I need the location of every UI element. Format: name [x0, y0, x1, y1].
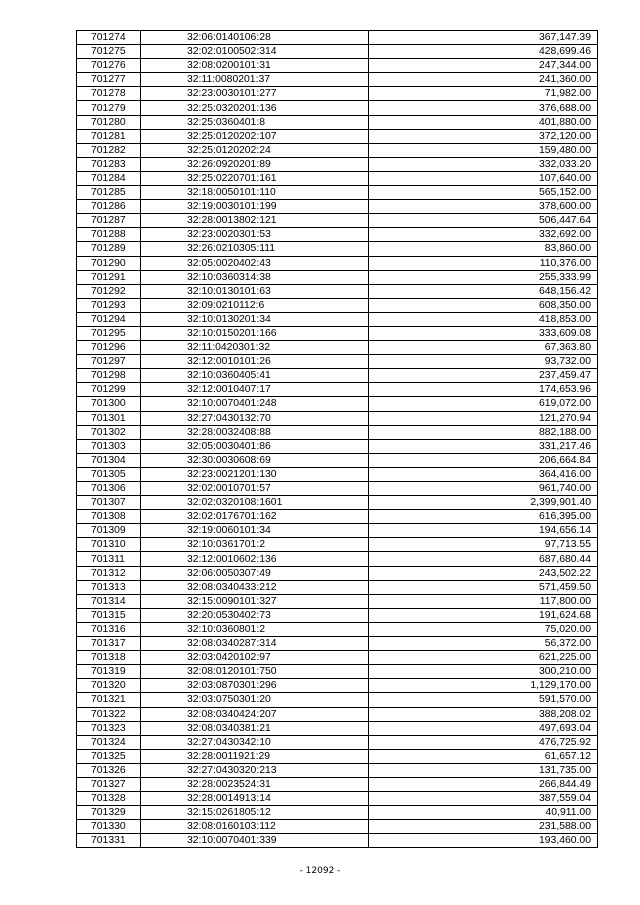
cadastral-number-cell: 32:28:0013802:121: [141, 214, 369, 228]
page-number: - 12092 -: [299, 866, 341, 876]
row-id-cell: 701283: [77, 157, 141, 171]
table-row: [77, 157, 598, 171]
table-row: [77, 538, 598, 552]
row-id-cell: 701324: [77, 735, 141, 749]
table-row: [77, 312, 598, 326]
cadastral-number-cell: 32:08:0340433:212: [141, 580, 369, 594]
cadastral-number-cell: 32:10:0360314:38: [141, 270, 369, 284]
value-cell: 247,344.00: [369, 59, 598, 73]
cadastral-number-cell: 32:10:0360801:2: [141, 622, 369, 636]
cadastral-number-cell: 32:10:0150201:166: [141, 326, 369, 340]
row-id-cell: 701305: [77, 467, 141, 481]
value-cell: 206,664.84: [369, 453, 598, 467]
table-row: [77, 608, 598, 622]
table-row: [77, 566, 598, 580]
cadastral-number-cell: 32:10:0130201:34: [141, 312, 369, 326]
table-row: [77, 341, 598, 355]
value-cell: 40,911.00: [369, 806, 598, 820]
cadastral-number-cell: 32:02:0010701:57: [141, 482, 369, 496]
cadastral-number-cell: 32:15:0090101:327: [141, 594, 369, 608]
row-id-cell: 701277: [77, 73, 141, 87]
table-row: [77, 355, 598, 369]
cadastral-number-cell: 32:02:0176701:162: [141, 510, 369, 524]
table-row: [77, 820, 598, 834]
value-cell: 687,680.44: [369, 552, 598, 566]
value-cell: 608,350.00: [369, 298, 598, 312]
cadastral-number-cell: 32:15:0261805:12: [141, 806, 369, 820]
value-cell: 255,333.99: [369, 270, 598, 284]
value-cell: 332,033.20: [369, 157, 598, 171]
row-id-cell: 701309: [77, 524, 141, 538]
cadastral-number-cell: 32:10:0360405:41: [141, 369, 369, 383]
table-row: [77, 383, 598, 397]
table-row: [77, 73, 598, 87]
value-cell: 961,740.00: [369, 482, 598, 496]
value-cell: 194,656.14: [369, 524, 598, 538]
cadastral-number-cell: 32:03:0420102:97: [141, 651, 369, 665]
cadastral-number-cell: 32:09:0210112:6: [141, 298, 369, 312]
row-id-cell: 701279: [77, 101, 141, 115]
table-row: [77, 637, 598, 651]
value-cell: 131,735.00: [369, 763, 598, 777]
cadastral-number-cell: 32:28:0011921:29: [141, 749, 369, 763]
cadastral-number-cell: 32:02:0100502:314: [141, 45, 369, 59]
row-id-cell: 701275: [77, 45, 141, 59]
row-id-cell: 701274: [77, 31, 141, 45]
value-cell: 174,653.96: [369, 383, 598, 397]
row-id-cell: 701311: [77, 552, 141, 566]
cadastral-number-cell: 32:23:0021201:130: [141, 467, 369, 481]
cadastral-number-cell: 32:23:0020301:53: [141, 228, 369, 242]
table-body: [77, 31, 598, 848]
row-id-cell: 701288: [77, 228, 141, 242]
value-cell: 476,725.92: [369, 735, 598, 749]
row-id-cell: 701291: [77, 270, 141, 284]
row-id-cell: 701286: [77, 200, 141, 214]
cadastral-number-cell: 32:20:0530402:73: [141, 608, 369, 622]
value-cell: 376,688.00: [369, 101, 598, 115]
value-cell: 332,692.00: [369, 228, 598, 242]
table-row: [77, 171, 598, 185]
value-cell: 121,270.94: [369, 411, 598, 425]
table-row: [77, 186, 598, 200]
value-cell: 93,732.00: [369, 355, 598, 369]
row-id-cell: 701310: [77, 538, 141, 552]
cadastral-number-cell: 32:28:0014913:14: [141, 792, 369, 806]
row-id-cell: 701315: [77, 608, 141, 622]
row-id-cell: 701289: [77, 242, 141, 256]
row-id-cell: 701280: [77, 115, 141, 129]
row-id-cell: 701330: [77, 820, 141, 834]
value-cell: 619,072.00: [369, 397, 598, 411]
table-row: [77, 763, 598, 777]
row-id-cell: 701294: [77, 312, 141, 326]
cadastral-number-cell: 32:27:0430342:10: [141, 735, 369, 749]
table-row: [77, 651, 598, 665]
cadastral-number-cell: 32:11:0080201:37: [141, 73, 369, 87]
value-cell: 193,460.00: [369, 834, 598, 848]
table-row: [77, 284, 598, 298]
value-cell: 300,210.00: [369, 665, 598, 679]
table-row: [77, 777, 598, 791]
cadastral-number-cell: 32:08:0340424:207: [141, 707, 369, 721]
cadastral-number-cell: 32:25:0120202:107: [141, 129, 369, 143]
row-id-cell: 701281: [77, 129, 141, 143]
value-cell: 266,844.49: [369, 777, 598, 791]
table-row: [77, 552, 598, 566]
table-row: [77, 101, 598, 115]
table-row: [77, 298, 598, 312]
table-row: [77, 200, 598, 214]
table-row: [77, 214, 598, 228]
cadastral-number-cell: 32:12:0010101:26: [141, 355, 369, 369]
row-id-cell: 701317: [77, 637, 141, 651]
table-row: [77, 87, 598, 101]
value-cell: 191,624.68: [369, 608, 598, 622]
table-row: [77, 524, 598, 538]
table-row: [77, 594, 598, 608]
table-row: [77, 369, 598, 383]
value-cell: 56,372.00: [369, 637, 598, 651]
value-cell: 241,360.00: [369, 73, 598, 87]
row-id-cell: 701302: [77, 425, 141, 439]
table-row: [77, 59, 598, 73]
value-cell: 67,363.80: [369, 341, 598, 355]
value-cell: 71,982.00: [369, 87, 598, 101]
row-id-cell: 701323: [77, 721, 141, 735]
cadastral-number-cell: 32:08:0340381:21: [141, 721, 369, 735]
value-cell: 591,570.00: [369, 693, 598, 707]
cadastral-number-cell: 32:27:0430320:213: [141, 763, 369, 777]
cadastral-number-cell: 32:06:0140106:28: [141, 31, 369, 45]
cadastral-number-cell: 32:28:0023524:31: [141, 777, 369, 791]
cadastral-number-cell: 32:28:0032408:88: [141, 425, 369, 439]
row-id-cell: 701293: [77, 298, 141, 312]
table-row: [77, 510, 598, 524]
cadastral-number-cell: 32:08:0120101:750: [141, 665, 369, 679]
row-id-cell: 701287: [77, 214, 141, 228]
table-row: [77, 834, 598, 848]
table-row: [77, 129, 598, 143]
row-id-cell: 701282: [77, 143, 141, 157]
cadastral-number-cell: 32:25:0120202:24: [141, 143, 369, 157]
table-row: [77, 622, 598, 636]
table-row: [77, 439, 598, 453]
row-id-cell: 701304: [77, 453, 141, 467]
value-cell: 75,020.00: [369, 622, 598, 636]
cadastral-number-cell: 32:08:0160103:112: [141, 820, 369, 834]
table-row: [77, 467, 598, 481]
row-id-cell: 701326: [77, 763, 141, 777]
row-id-cell: 701314: [77, 594, 141, 608]
value-cell: 882,188.00: [369, 425, 598, 439]
row-id-cell: 701284: [77, 171, 141, 185]
value-cell: 2,399,901.40: [369, 496, 598, 510]
value-cell: 565,152.00: [369, 186, 598, 200]
row-id-cell: 701320: [77, 679, 141, 693]
row-id-cell: 701292: [77, 284, 141, 298]
row-id-cell: 701318: [77, 651, 141, 665]
table-row: [77, 31, 598, 45]
table-row: [77, 411, 598, 425]
table-row: [77, 806, 598, 820]
row-id-cell: 701290: [77, 256, 141, 270]
value-cell: 388,208.02: [369, 707, 598, 721]
table-row: [77, 453, 598, 467]
table-row: [77, 679, 598, 693]
value-cell: 107,640.00: [369, 171, 598, 185]
cadastral-number-cell: 32:02:0320108:1601: [141, 496, 369, 510]
row-id-cell: 701321: [77, 693, 141, 707]
cadastral-number-cell: 32:03:0870301:296: [141, 679, 369, 693]
value-cell: 648,156.42: [369, 284, 598, 298]
value-cell: 117,800.00: [369, 594, 598, 608]
value-cell: 83,860.00: [369, 242, 598, 256]
cadastral-number-cell: 32:08:0340287:314: [141, 637, 369, 651]
row-id-cell: 701303: [77, 439, 141, 453]
cadastral-number-cell: 32:12:0010602:136: [141, 552, 369, 566]
row-id-cell: 701296: [77, 341, 141, 355]
table-row: [77, 721, 598, 735]
cadastral-number-cell: 32:10:0070401:339: [141, 834, 369, 848]
row-id-cell: 701295: [77, 326, 141, 340]
value-cell: 159,480.00: [369, 143, 598, 157]
value-cell: 367,147.39: [369, 31, 598, 45]
row-id-cell: 701306: [77, 482, 141, 496]
table-row: [77, 256, 598, 270]
value-cell: 571,459.50: [369, 580, 598, 594]
row-id-cell: 701316: [77, 622, 141, 636]
table-row: [77, 693, 598, 707]
value-cell: 616,395.00: [369, 510, 598, 524]
cadastral-number-cell: 32:05:0020402:43: [141, 256, 369, 270]
table-row: [77, 749, 598, 763]
value-cell: 387,559.04: [369, 792, 598, 806]
row-id-cell: 701327: [77, 777, 141, 791]
value-cell: 378,600.00: [369, 200, 598, 214]
cadastral-number-cell: 32:25:0220701:161: [141, 171, 369, 185]
table-row: [77, 665, 598, 679]
cadastral-number-cell: 32:26:0210305:111: [141, 242, 369, 256]
row-id-cell: 701278: [77, 87, 141, 101]
table-row: [77, 115, 598, 129]
row-id-cell: 701307: [77, 496, 141, 510]
cadastral-number-cell: 32:11:0420301:32: [141, 341, 369, 355]
cadastral-number-cell: 32:08:0200101:31: [141, 59, 369, 73]
value-cell: 497,693.04: [369, 721, 598, 735]
row-id-cell: 701308: [77, 510, 141, 524]
cadastral-number-cell: 32:25:0320201:136: [141, 101, 369, 115]
value-cell: 506,447.64: [369, 214, 598, 228]
row-id-cell: 701298: [77, 369, 141, 383]
table-row: [77, 735, 598, 749]
cadastral-number-cell: 32:30:0030608:69: [141, 453, 369, 467]
cadastral-number-cell: 32:19:0060101:34: [141, 524, 369, 538]
value-cell: 331,217.46: [369, 439, 598, 453]
cadastral-number-cell: 32:10:0130101:63: [141, 284, 369, 298]
cadastral-number-cell: 32:12:0010407:17: [141, 383, 369, 397]
cadastral-number-cell: 32:25:0360401:8: [141, 115, 369, 129]
row-id-cell: 701313: [77, 580, 141, 594]
value-cell: 61,657.12: [369, 749, 598, 763]
table-row: [77, 425, 598, 439]
cadastral-number-cell: 32:18:0050101:110: [141, 186, 369, 200]
cadastral-value-table: [76, 30, 598, 848]
table-row: [77, 270, 598, 284]
value-cell: 333,609.08: [369, 326, 598, 340]
table-row: [77, 496, 598, 510]
table-row: [77, 792, 598, 806]
row-id-cell: 701285: [77, 186, 141, 200]
row-id-cell: 701297: [77, 355, 141, 369]
row-id-cell: 701312: [77, 566, 141, 580]
value-cell: 364,416.00: [369, 467, 598, 481]
row-id-cell: 701299: [77, 383, 141, 397]
value-cell: 110,376.00: [369, 256, 598, 270]
value-cell: 621,225.00: [369, 651, 598, 665]
value-cell: 97,713.55: [369, 538, 598, 552]
value-cell: 231,588.00: [369, 820, 598, 834]
value-cell: 243,502.22: [369, 566, 598, 580]
row-id-cell: 701328: [77, 792, 141, 806]
row-id-cell: 701300: [77, 397, 141, 411]
table-row: [77, 242, 598, 256]
table-row: [77, 45, 598, 59]
cadastral-number-cell: 32:10:0361701:2: [141, 538, 369, 552]
cadastral-number-cell: 32:05:0030401:86: [141, 439, 369, 453]
table-row: [77, 326, 598, 340]
row-id-cell: 701319: [77, 665, 141, 679]
cadastral-number-cell: 32:27:0430132:70: [141, 411, 369, 425]
cadastral-number-cell: 32:23:0030101:277: [141, 87, 369, 101]
table-row: [77, 482, 598, 496]
data-table-container: [76, 30, 598, 848]
value-cell: 401,880.00: [369, 115, 598, 129]
table-row: [77, 228, 598, 242]
row-id-cell: 701301: [77, 411, 141, 425]
cadastral-number-cell: 32:10:0070401:248: [141, 397, 369, 411]
row-id-cell: 701329: [77, 806, 141, 820]
cadastral-number-cell: 32:03:0750301:20: [141, 693, 369, 707]
value-cell: 372,120.00: [369, 129, 598, 143]
table-row: [77, 707, 598, 721]
row-id-cell: 701322: [77, 707, 141, 721]
cadastral-number-cell: 32:26:0920201:89: [141, 157, 369, 171]
value-cell: 418,853.00: [369, 312, 598, 326]
table-row: [77, 143, 598, 157]
cadastral-number-cell: 32:19:0030101:199: [141, 200, 369, 214]
value-cell: 1,129,170.00: [369, 679, 598, 693]
cadastral-number-cell: 32:06:0050307:49: [141, 566, 369, 580]
value-cell: 428,699.46: [369, 45, 598, 59]
value-cell: 237,459.47: [369, 369, 598, 383]
table-row: [77, 580, 598, 594]
table-row: [77, 397, 598, 411]
row-id-cell: 701331: [77, 834, 141, 848]
row-id-cell: 701325: [77, 749, 141, 763]
row-id-cell: 701276: [77, 59, 141, 73]
